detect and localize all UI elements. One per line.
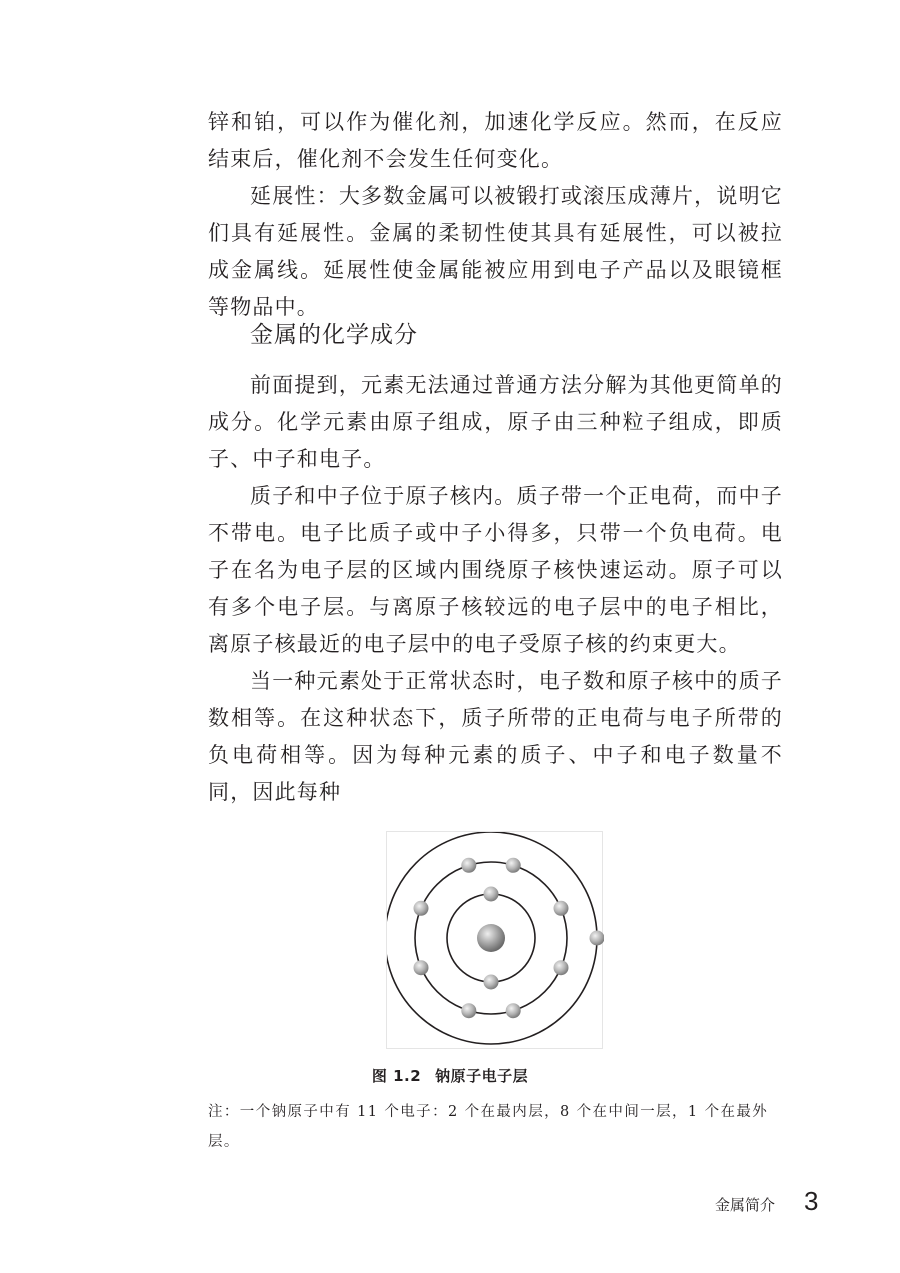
electron-shell2-1 — [461, 858, 476, 873]
paragraph-normal-state: 当一种元素处于正常状态时，电子数和原子核中的质子数相等。在这种状态下，质子所带的正电荷与电子所带的负电荷相等。因为每种元素的质子、中子和电子数量不同，因此每种 — [208, 669, 783, 804]
paragraph-malleability: 延展性：大多数金属可以被锻打或滚压成薄片，说明它们具有延展性。金属的柔韧性使其具有延展性，可以被拉成金属线。延展性使金属能被应用到电子产品以及眼镜框等物品中。 — [208, 184, 783, 319]
electron-shell1-1 — [484, 887, 499, 902]
sodium-atom-diagram — [387, 832, 604, 1050]
electron-shell3-1 — [590, 931, 605, 946]
electron-shell2-4 — [554, 960, 569, 975]
paragraph-protons-neutrons: 质子和中子位于原子核内。质子带一个正电荷，而中子不带电。电子比质子或中子小得多，只带一个负电荷。电子在名为电子层的区域内围绕原子核快速运动。原子可以有多个电子层。与离原子核较远的电子层中的电子相比，离原子核最近的电子层中的电子受原子核的约束更大。 — [208, 484, 783, 656]
section-heading: 金属的化学成分 — [250, 322, 418, 348]
figure-note: 注：一个钠原子中有 11 个电子：2 个在最内层，8 个在中间一层，1 个在最外层。 — [208, 1104, 769, 1150]
figure-title: 钠原子电子层 — [435, 1067, 529, 1085]
electron-shell2-3 — [554, 901, 569, 916]
electron-shell2-2 — [506, 858, 521, 873]
nucleus — [477, 924, 505, 952]
paragraph-elements: 前面提到，元素无法通过普通方法分解为其他更简单的成分。化学元素由原子组成，原子由三种粒子组成，即质子、中子和电子。 — [208, 373, 783, 471]
sodium-atom-figure — [386, 831, 603, 1049]
paragraph-catalyst: 锌和铂，可以作为催化剂，加速化学反应。然而，在反应结束后，催化剂不会发生任何变化。 — [208, 110, 783, 171]
running-footer-title: 金属简介 — [715, 1196, 776, 1214]
figure-number: 图 1.2 — [371, 1067, 422, 1085]
electron-shell2-7 — [414, 960, 429, 975]
electron-shell2-5 — [506, 1003, 521, 1018]
page-number: 3 — [804, 1186, 819, 1216]
electron-shell2-8 — [414, 901, 429, 916]
electron-shell1-2 — [484, 975, 499, 990]
figure-caption — [0, 1065, 900, 1086]
electron-shell2-6 — [461, 1003, 476, 1018]
